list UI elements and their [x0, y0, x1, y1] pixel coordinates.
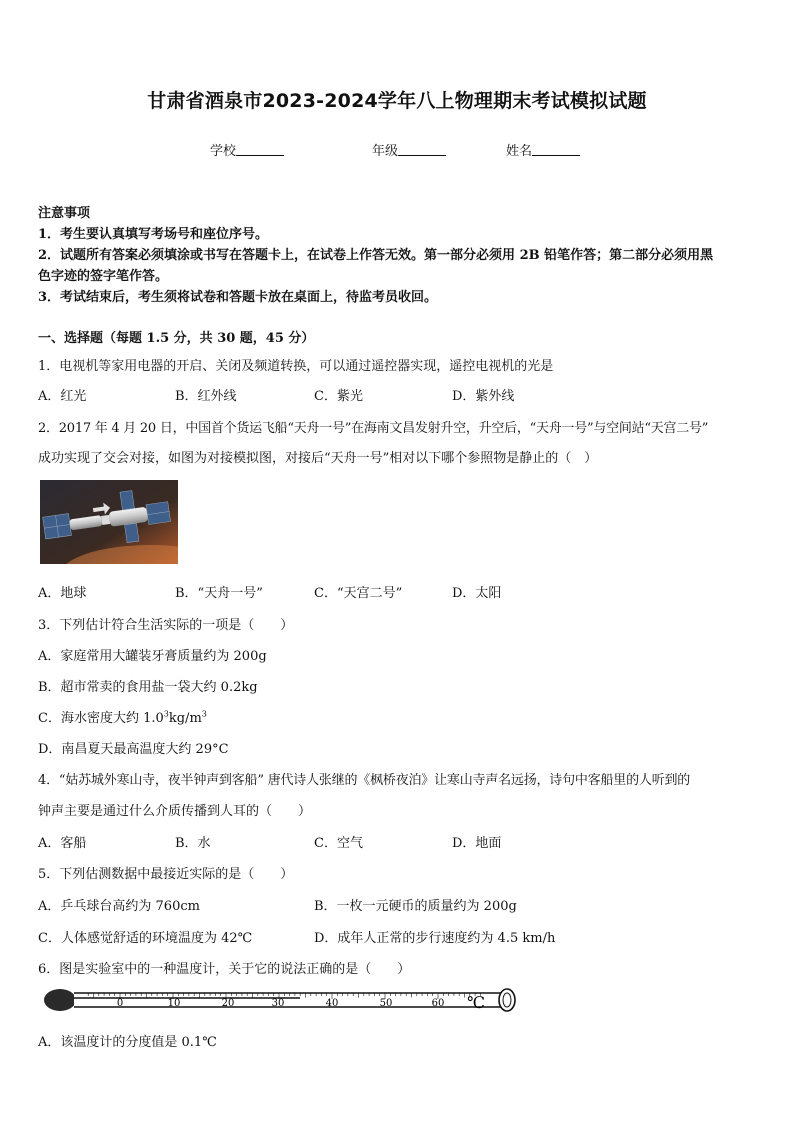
- question-2-stem-cont: 成功实现了交会对接，如图为对接模拟图，对接后“天舟一号”相对以下哪个参照物是静止的（ ）: [38, 451, 598, 466]
- tick-label-40: 40: [325, 998, 339, 1009]
- question-1-option-b: B．红外线: [175, 389, 237, 404]
- tick-label-60: 60: [431, 998, 445, 1009]
- note-item: 3．考试结束后，考生须将试卷和答题卡放在桌面上，待监考员收回。: [38, 290, 438, 305]
- thermometer-unit: ℃: [467, 993, 485, 1012]
- thermometer-bulb: [44, 989, 76, 1011]
- question-3-option-c: C．海水密度大约 $1.0^3kg/m^3$: [38, 709, 207, 726]
- question-4-option-a: A．客船: [38, 836, 87, 851]
- question-5-option-c: C．人体感觉舒适的环境温度为 42℃: [38, 931, 253, 946]
- question-5-option-a: A．乒乓球台高约为 760cm: [38, 899, 200, 914]
- question-4-stem: 4．“姑苏城外寒山寺，夜半钟声到客船” 唐代诗人张继的《枫桥夜泊》让寒山寺声名远扬，诗句中客船里的人听到的: [38, 773, 691, 788]
- question-6-option-a: A．该温度计的分度值是 0.1℃: [38, 1035, 217, 1050]
- question-3-option-b: B．超市常卖的食用盐一袋大约 0.2kg: [38, 680, 258, 695]
- question-4-option-c: C．空气: [314, 836, 363, 851]
- note-item: 2．试题所有答案必须填涂或书写在答题卡上，在试卷上作答无效。第一部分必须用 2B 铅笔作答；第二部分必须用黑: [38, 248, 714, 263]
- tick-label-0: 0: [116, 998, 124, 1009]
- question-1-option-c: C．紫光: [314, 389, 363, 404]
- section-heading: 一、选择题（每题 1.5 分，共 30 题，45 分）: [38, 331, 315, 346]
- question-2-stem: 2．2017 年 4 月 20 日，中国首个货运飞船“天舟一号”在海南文昌发射升空，升空后，“天舟一号”与空间站“天宫二号”: [38, 421, 709, 436]
- question-1-option-a: A．红光: [38, 389, 87, 404]
- school-field: 学校: [210, 140, 284, 159]
- note-item: 1．考生要认真填写考场号和座位序号。: [38, 227, 269, 242]
- name-field: 姓名: [506, 140, 580, 159]
- question-3-stem: 3．下列估计符合生活实际的一项是（ ）: [38, 618, 294, 633]
- question-4-option-b: B．水: [175, 836, 211, 851]
- tick-label-30: 30: [271, 998, 285, 1009]
- grade-field: 年级: [372, 140, 446, 159]
- question-3-option-a: A．家庭常用大罐装牙膏质量约为 200g: [38, 649, 267, 664]
- question-2-option-b: B．“天舟一号”: [175, 586, 263, 601]
- question-1-stem: 1．电视机等家用电器的开启、关闭及频道转换，可以通过遥控器实现，遥控电视机的光是: [38, 359, 554, 374]
- tick-label-20: 20: [221, 998, 235, 1009]
- thermometer-diagram: [40, 984, 520, 1016]
- notes-heading: 注意事项: [38, 206, 91, 221]
- question-2-option-a: A．地球: [38, 586, 87, 601]
- question-3-option-d: D．南昌夏天最高温度大约 29°C: [38, 742, 229, 757]
- tick-label-50: 50: [379, 998, 393, 1009]
- question-5-option-b: B．一枚一元硬币的质量约为 200g: [314, 899, 517, 914]
- question-2-option-c: C．“天宫二号”: [314, 586, 403, 601]
- question-5-stem: 5．下列估测数据中最接近实际的是（ ）: [38, 867, 294, 882]
- question-2-option-d: D．太阳: [452, 586, 502, 601]
- page-title: 甘肃省酒泉市2023-2024学年八上物理期末考试模拟试题: [147, 90, 647, 112]
- question-4-option-d: D．地面: [452, 836, 502, 851]
- note-item: 色字迹的签字笔作答。: [38, 269, 169, 284]
- space-station-docking-illustration: [40, 480, 178, 564]
- question-5-option-d: D．成年人正常的步行速度约为 4.5 km/h: [314, 931, 556, 946]
- question-1-option-d: D．紫外线: [452, 389, 515, 404]
- tick-label-10: 10: [167, 998, 181, 1009]
- school-blank: [236, 143, 284, 156]
- grade-blank: [398, 143, 446, 156]
- question-4-stem-cont: 钟声主要是通过什么介质传播到人耳的（ ）: [38, 804, 312, 819]
- question-6-stem: 6．图是实验室中的一种温度计，关于它的说法正确的是（ ）: [38, 962, 411, 977]
- docking-image: [40, 480, 178, 564]
- name-blank: [532, 143, 580, 156]
